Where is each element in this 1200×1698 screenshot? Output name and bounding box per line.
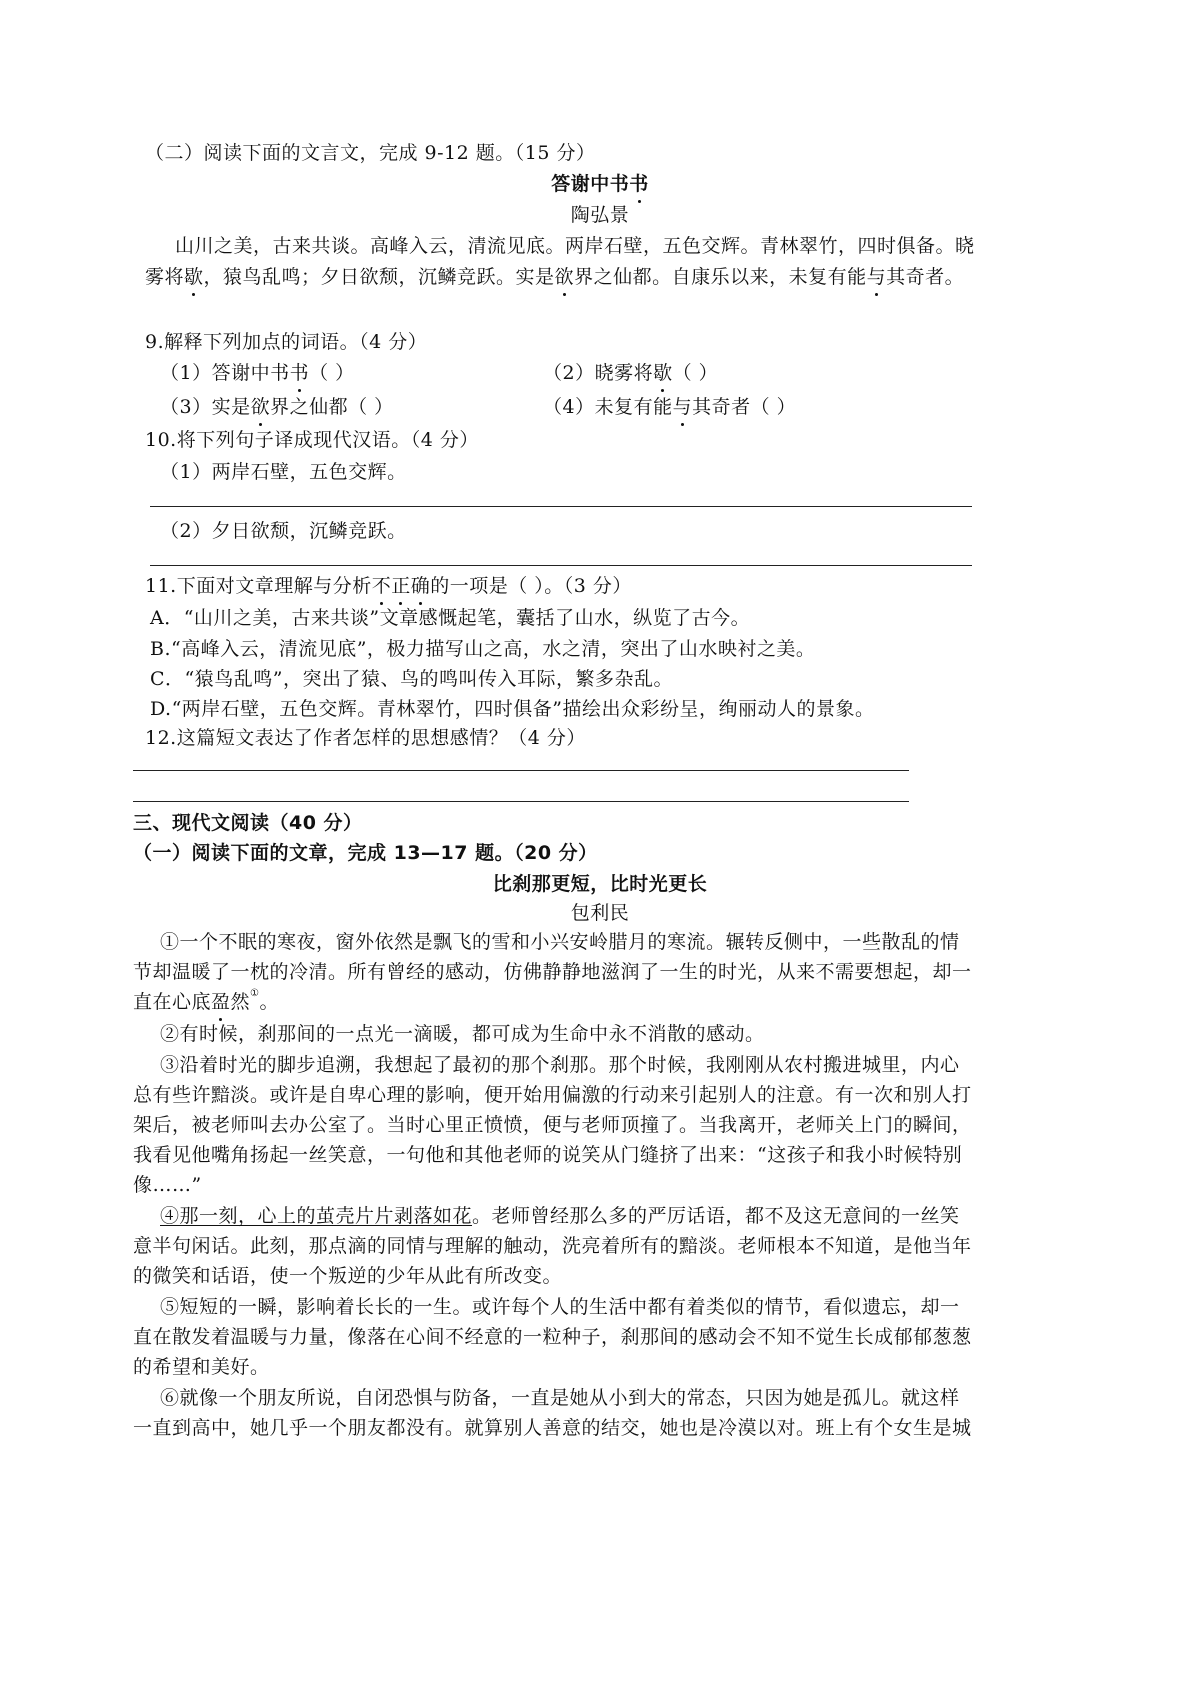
dotted-char: 不 xyxy=(371,575,392,597)
q11-stem: 11.下面对文章理解与分析不正确的一项是（ ）。（3 分） xyxy=(145,575,632,597)
paragraph-line: ①一个不眠的寒夜，窗外依然是飘飞的雪和小兴安岭腊月的寒流。辗转反侧中，一些散乱的情 xyxy=(160,931,960,953)
underlined-sentence: ④那一刻，心上的茧壳片片剥落如花 xyxy=(160,1205,473,1227)
paragraph-line: 架后，被老师叫去办公室了。当时心里正愤愤，便与老师顶撞了。当我离开，老师关上门的瞬间， xyxy=(133,1114,972,1136)
classical-text-line-2: 雾将歇，猿鸟乱鸣；夕日欲颓，沉鳞竞跃。实是欲界之仙都。自康乐以来，未复有能与其奇者。 xyxy=(145,266,965,288)
q9-item-4: （4）未复有能与其奇者（ ） xyxy=(543,396,797,418)
paragraph-line: 直在心底盈然①。 xyxy=(133,988,280,1013)
q10-sentence-2: （2）夕日欲颓，沉鳞竞跃。 xyxy=(160,520,407,542)
dotted-char: 与 xyxy=(866,266,887,288)
modern-author: 包利民 xyxy=(570,902,630,924)
dotted-char: 欲 xyxy=(250,396,271,418)
q9-item-3: （3）实是欲界之仙都（ ） xyxy=(160,396,394,418)
dotted-char: 歇 xyxy=(653,362,673,384)
classical-text-line-1: 山川之美，古来共谈。高峰入云，清流见底。两岸石壁，五色交辉。青林翠竹，四时俱备。晓 xyxy=(175,235,975,257)
answer-line xyxy=(133,770,909,771)
q11-option-a: A．“山川之美，古来共谈”文章感慨起笔，囊括了山水，纵览了古今。 xyxy=(150,607,751,629)
paragraph-line: 的微笑和话语，使一个叛逆的少年从此有所改变。 xyxy=(133,1265,563,1287)
paragraph-line: 意半句闲话。此刻，那点滴的同情与理解的触动，洗亮着所有的黯淡。老师根本不知道，是他当年 xyxy=(133,1235,972,1257)
dotted-char: 正 xyxy=(391,575,411,597)
paragraph-line: ⑤短短的一瞬，影响着长长的一生。或许每个人的生活中都有着类似的情节，看似遗忘，却一 xyxy=(160,1296,960,1318)
answer-line xyxy=(150,506,972,507)
dotted-char: 书 xyxy=(289,362,310,384)
q9-stem: 9.解释下列加点的词语。（4 分） xyxy=(145,331,428,353)
q11-option-d: D.“两岸石壁，五色交辉。青林翠竹，四时俱备”描绘出众彩纷呈，绚丽动人的景象。 xyxy=(150,698,875,720)
dotted-char: 确 xyxy=(410,575,431,597)
paragraph-line: 总有些许黯淡。或许是自卑心理的影响，便开始用偏激的行动来引起别人的注意。有一次和别人打 xyxy=(133,1084,972,1106)
paragraph-line: ②有时候，刹那间的一点光一滴暖，都可成为生命中永不消散的感动。 xyxy=(160,1023,765,1045)
dotted-char: 歇 xyxy=(184,266,204,288)
section-3-header: 三、现代文阅读（40 分） xyxy=(133,812,363,834)
answer-line xyxy=(150,565,972,566)
modern-title: 比刹那更短，比时光更长 xyxy=(492,873,708,895)
q10-sentence-1: （1）两岸石壁，五色交辉。 xyxy=(160,461,407,483)
paragraph-line: 节却温暖了一枕的冷清。所有曾经的感动，仿佛静静地滋润了一生的时光，从来不需要想起，却一 xyxy=(133,961,972,983)
dotted-char: 欲 xyxy=(554,266,575,288)
answer-line xyxy=(133,801,909,802)
paragraph-line: 的希望和美好。 xyxy=(133,1356,270,1378)
q12-stem: 12.这篇短文表达了作者怎样的思想感情？（4 分） xyxy=(145,727,586,749)
paragraph-line: 直在散发着温暖与力量，像落在心间不经意的一粒种子，刹那间的感动会不知不觉生长成郁郁葱葱 xyxy=(133,1326,972,1348)
dotted-char: 盈 xyxy=(211,991,231,1013)
q11-option-c: C．“猿鸟乱鸣”，突出了猿、鸟的鸣叫传入耳际，繁多杂乱。 xyxy=(150,668,673,690)
paragraph-line: 我看见他嘴角扬起一丝笑意，一句他和其他老师的说笑从门缝挤了出来：“这孩子和我小时候特别 xyxy=(133,1144,963,1166)
paragraph-line: 一直到高中，她几乎一个朋友都没有。就算别人善意的结交，她也是冷漠以对。班上有个女生是城 xyxy=(133,1417,972,1439)
q10-stem: 10.将下列句子译成现代汉语。（4 分） xyxy=(145,429,479,451)
q11-option-b: B.“高峰入云，清流见底”，极力描写山之高，水之清，突出了山水映衬之美。 xyxy=(150,638,816,660)
classical-title: 答谢中书书 xyxy=(551,173,649,195)
dotted-char: 书 xyxy=(629,173,649,195)
section-3-subheader: （一）阅读下面的文章，完成 13—17 题。（20 分） xyxy=(133,842,598,864)
paragraph-line: ⑥就像一个朋友所说，自闭恐惧与防备，一直是她从小到大的常态，只因为她是孤儿。就这样 xyxy=(160,1387,960,1409)
footnote-marker: ① xyxy=(250,988,260,999)
section-2-header: （二）阅读下面的文言文，完成 9-12 题。（15 分） xyxy=(145,142,596,164)
dotted-char: 与 xyxy=(672,396,693,418)
paragraph-line: ④那一刻，心上的茧壳片片剥落如花。老师曾经那么多的严厉话语，都不及这无意间的一丝笑 xyxy=(160,1205,960,1227)
q9-item-1: （1）答谢中书书（ ） xyxy=(160,362,355,384)
paragraph-line: ③沿着时光的脚步追溯，我想起了最初的那个刹那。那个时候，我刚刚从农村搬进城里，内心 xyxy=(160,1054,960,1076)
paragraph-line: 像……” xyxy=(133,1174,202,1196)
classical-author: 陶弘景 xyxy=(570,204,630,226)
q9-item-2: （2）晓雾将歇（ ） xyxy=(543,362,719,384)
